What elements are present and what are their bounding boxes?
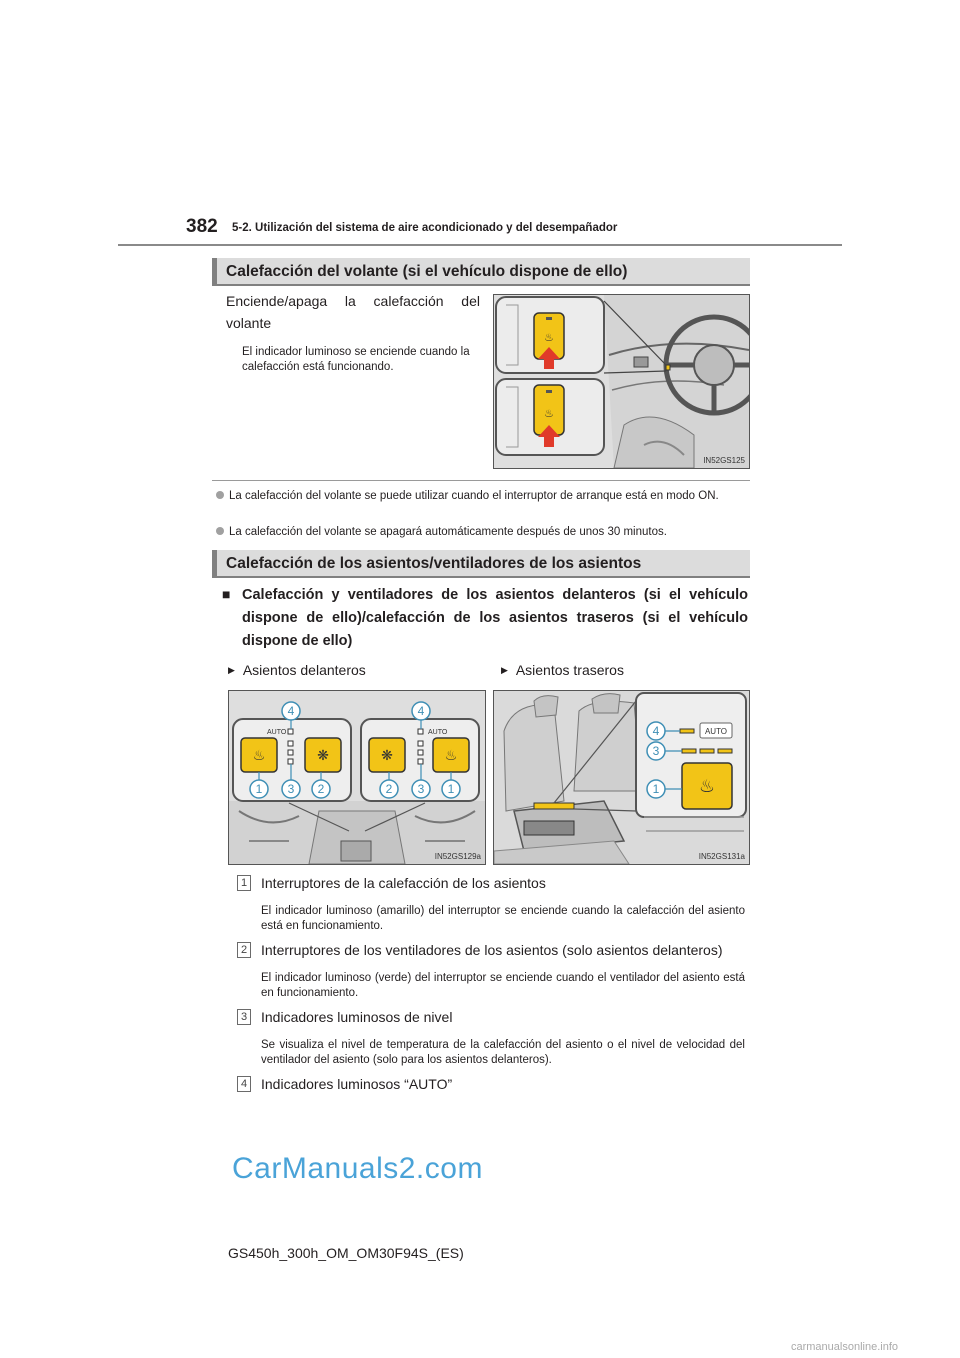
front-seats-illustration xyxy=(229,691,485,864)
rear-seats-label: ▶ Asientos traseros xyxy=(501,662,624,678)
callout-4: 4 xyxy=(417,704,425,718)
figure-code: IN52GS125 xyxy=(703,456,745,465)
front-seats-figure xyxy=(228,690,486,865)
item-number-2: 2 xyxy=(237,942,251,958)
item-title: Interruptores de la calefacción de los asientos xyxy=(261,875,546,891)
section-heading-text: Calefacción del volante (si el vehículo dispone de ello) xyxy=(226,263,628,280)
item-description: Se visualiza el nivel de temperatura de la calefacción del asiento o el nivel de velocidad del ventilador del asiento (solo para los asientos delanteros). xyxy=(261,1039,745,1066)
item-number-3: 3 xyxy=(237,1009,251,1025)
callout-3: 3 xyxy=(652,744,660,758)
note-item xyxy=(216,489,750,504)
callout-2: 2 xyxy=(317,782,325,796)
callout-1: 1 xyxy=(255,782,263,796)
section-heading-steering-heater xyxy=(212,258,750,286)
callout-2: 2 xyxy=(385,782,393,796)
svg-text:♨: ♨ xyxy=(698,776,716,796)
section-heading-seat-heaters xyxy=(212,550,750,578)
item-title: Indicadores luminosos de nivel xyxy=(261,1009,453,1025)
steering-heater-figure xyxy=(493,294,750,469)
bullet-icon xyxy=(216,527,224,535)
front-seats-label: ▶ Asientos delanteros xyxy=(228,662,366,678)
item-description: El indicador luminoso (verde) del interruptor se enciende cuando el ventilador del asiento está en funcionamiento. xyxy=(261,972,745,999)
bullet-icon xyxy=(216,491,224,499)
triangle-bullet-icon: ▶ xyxy=(228,665,235,675)
svg-text:AUTO: AUTO xyxy=(428,729,448,736)
seat-heater-subheading: Calefacción y ventiladores de los asientos delanteros (si el vehículo dispone de ello)/calefacción de los asientos traseros (si el vehículo dispone de ello) xyxy=(242,587,748,649)
svg-text:♨: ♨ xyxy=(444,747,458,763)
note-item xyxy=(216,525,750,540)
steering-heater-text: Enciende/apaga la calefacción del volante xyxy=(226,293,480,331)
item-title: Indicadores luminosos “AUTO” xyxy=(261,1076,453,1092)
item-number-1: 1 xyxy=(237,875,251,891)
rear-seats-figure xyxy=(493,690,750,865)
footer-code: GS450h_300h_OM_OM30F94S_(ES) xyxy=(228,1245,464,1261)
note-text: La calefacción del volante se puede utilizar cuando el interruptor de arranque está en modo ON. xyxy=(229,490,719,502)
svg-text:❋: ❋ xyxy=(381,747,393,763)
auto-label: AUTO xyxy=(267,729,287,736)
svg-text:AUTO: AUTO xyxy=(704,727,728,736)
svg-text:♨: ♨ xyxy=(252,747,266,763)
section-heading-text: Calefacción de los asientos/ventiladores de los asientos xyxy=(226,555,642,572)
figure-code: IN52GS129a xyxy=(434,852,481,861)
item-description: El indicador luminoso (amarillo) del interruptor se enciende cuando la calefacción del asiento está en funcionamiento. xyxy=(261,905,745,932)
callout-3: 3 xyxy=(287,782,295,796)
header-rule xyxy=(118,244,842,246)
svg-text:❋: ❋ xyxy=(317,747,329,763)
item-title: Interruptores de los ventiladores de los asientos (solo asientos delanteros) xyxy=(261,942,723,958)
separator-rule xyxy=(212,480,750,481)
svg-text:♨: ♨ xyxy=(544,332,554,344)
steering-heater-indicator-text: El indicador luminoso se enciende cuando la calefacción está funcionando. xyxy=(242,346,470,373)
callout-1: 1 xyxy=(652,782,660,796)
steering-heater-illustration xyxy=(494,295,749,468)
chapter-title: 5-2. Utilización del sistema de aire acondicionado y del desempañador xyxy=(232,222,618,234)
page-number: 382 xyxy=(186,216,218,237)
note-text: La calefacción del volante se apagará automáticamente después de unos 30 minutos. xyxy=(229,526,667,538)
callout-4: 4 xyxy=(287,704,295,718)
site-watermark: carmanualsonline.info xyxy=(790,1341,898,1353)
figure-code: IN52GS131a xyxy=(698,852,745,861)
rear-seats-illustration xyxy=(494,691,749,864)
item-number-4: 4 xyxy=(237,1076,251,1092)
callout-1: 1 xyxy=(447,782,455,796)
triangle-bullet-icon: ▶ xyxy=(501,665,508,675)
callout-3: 3 xyxy=(417,782,425,796)
watermark-text: CarManuals2.com xyxy=(232,1152,483,1185)
square-bullet-icon: ■ xyxy=(222,586,231,602)
svg-text:♨: ♨ xyxy=(544,408,554,420)
callout-4: 4 xyxy=(652,724,660,738)
